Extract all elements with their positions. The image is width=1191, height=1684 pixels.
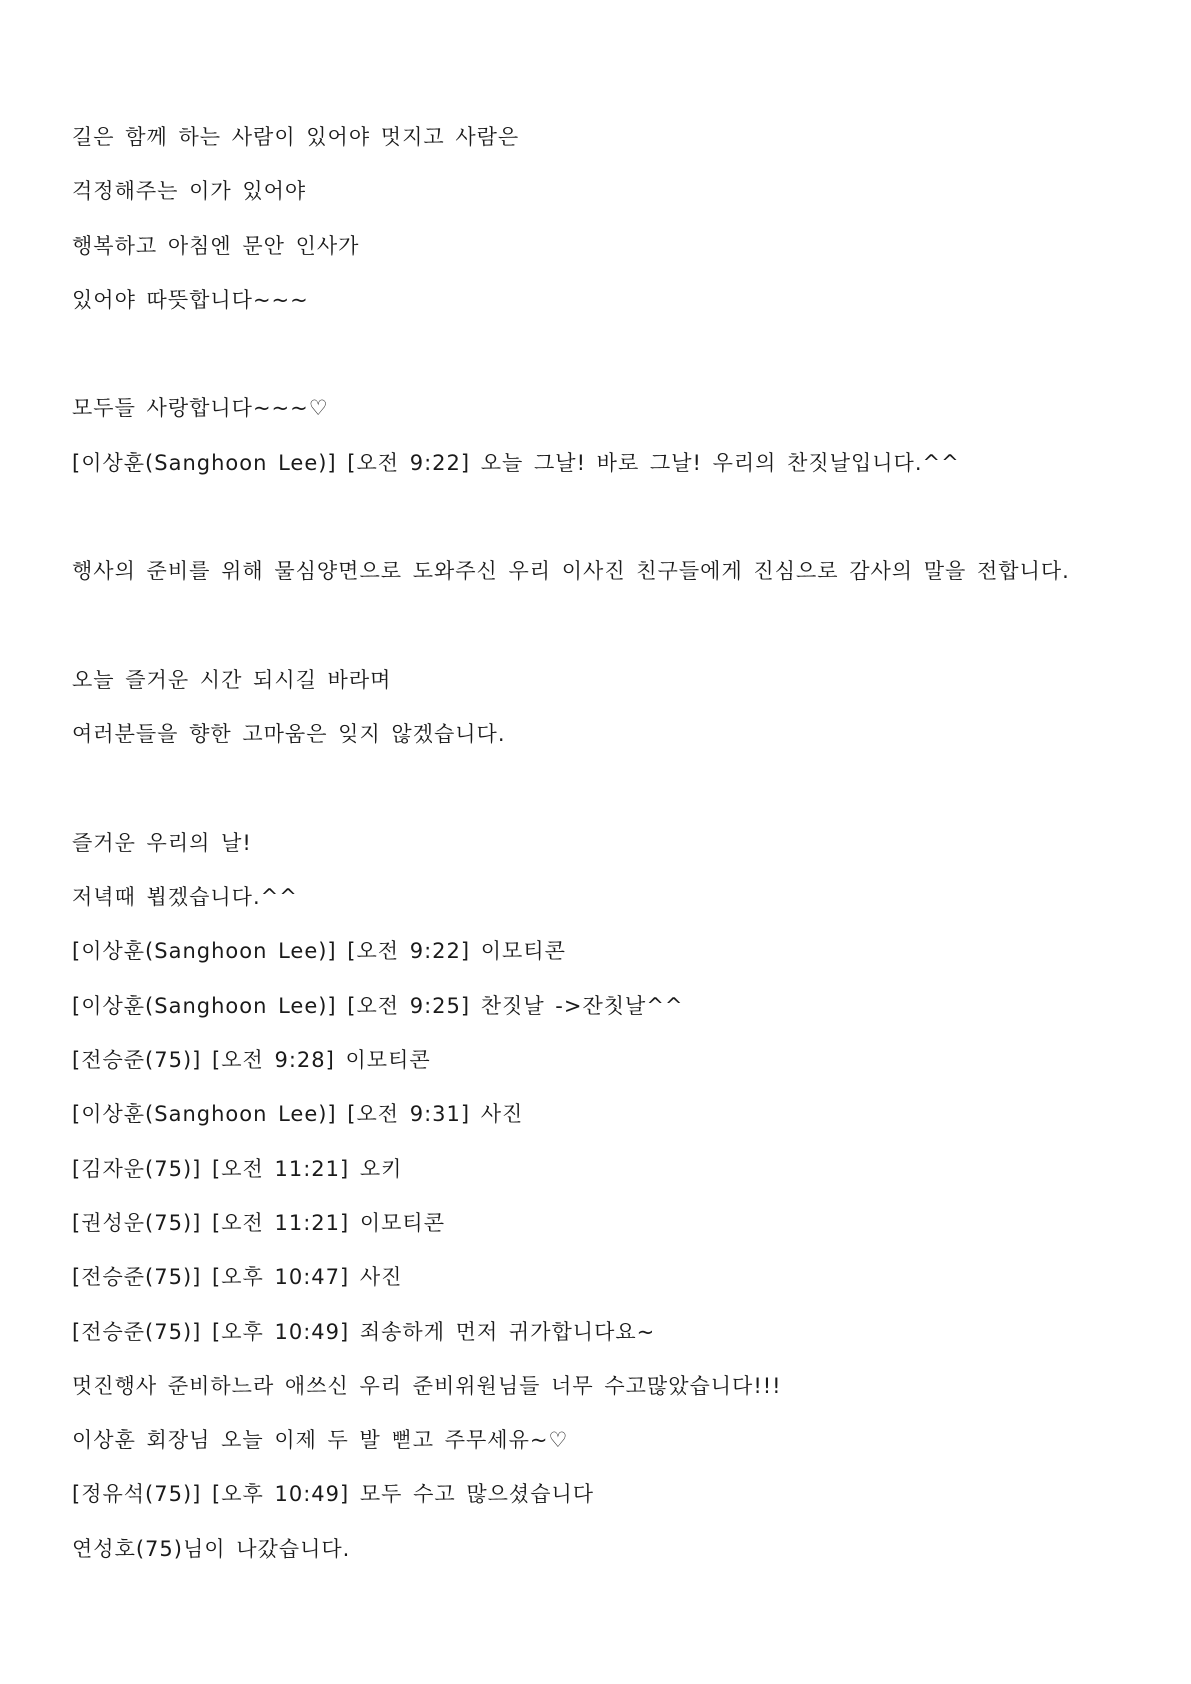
text-line: 여러분들을 향한 고마움은 잊지 않겠습니다. xyxy=(72,722,506,747)
chat-message: [이상훈(Sanghoon Lee)] [오전 9:22] 오늘 그날! 바로 그날! 우리의 찬짓날입니다.^^ xyxy=(72,450,960,475)
text-line: 오늘 즐거운 시간 되시길 바라며 xyxy=(72,667,392,692)
text-line: 즐거운 우리의 날! xyxy=(72,830,252,855)
system-message: 연성호(75)님이 나갔습니다. xyxy=(72,1536,351,1561)
chat-message: [전승준(75)] [오전 9:28] 이모티콘 xyxy=(72,1048,431,1073)
text-line: 길은 함께 하는 사람이 있어야 멋지고 사람은 xyxy=(72,125,520,149)
chat-message: [이상훈(Sanghoon Lee)] [오전 9:22] 이모티콘 xyxy=(72,939,566,964)
chat-message: [이상훈(Sanghoon Lee)] [오전 9:25] 찬짓날 ->잔칫날^^ xyxy=(72,993,684,1018)
chat-message: [전승준(75)] [오후 10:49] 죄송하게 먼저 귀가합니다요~ xyxy=(72,1319,656,1344)
text-line: 모두들 사랑합니다~~~♡ xyxy=(72,396,329,421)
text-line: 있어야 따뜻합니다~~~ xyxy=(72,287,309,312)
chat-message: [정유석(75)] [오후 10:49] 모두 수고 많으셨습니다 xyxy=(72,1482,595,1507)
blank-line xyxy=(72,772,1132,826)
text-line: 멋진행사 준비하느라 애쓰신 우리 준비위원님들 너무 수고많았습니다!!! xyxy=(72,1373,782,1398)
text-line: 행사의 준비를 위해 물심양면으로 도와주신 우리 이사진 친구들에게 진심으로 감사의 말을 전합니다. xyxy=(72,559,1070,584)
chat-message: [이상훈(Sanghoon Lee)] [오전 9:31] 사진 xyxy=(72,1102,524,1127)
text-line: 행복하고 아침엔 문안 인사가 xyxy=(72,233,360,258)
blank-line xyxy=(72,337,1132,391)
chat-message: [권성운(75)] [오전 11:21] 이모티콘 xyxy=(72,1210,445,1235)
chat-log-text xyxy=(72,120,1132,1586)
text-line: 이상훈 회장님 오늘 이제 두 발 뻗고 주무세유~♡ xyxy=(72,1428,569,1453)
chat-message: [김자운(75)] [오전 11:21] 오키 xyxy=(72,1156,403,1181)
chat-message: [전승준(75)] [오후 10:47] 사진 xyxy=(72,1265,403,1290)
blank-line xyxy=(72,500,1132,554)
text-line: 저녁때 뵙겠습니다.^^ xyxy=(72,885,298,910)
text-line: 걱정해주는 이가 있어야 xyxy=(72,179,307,204)
blank-line xyxy=(72,609,1132,663)
